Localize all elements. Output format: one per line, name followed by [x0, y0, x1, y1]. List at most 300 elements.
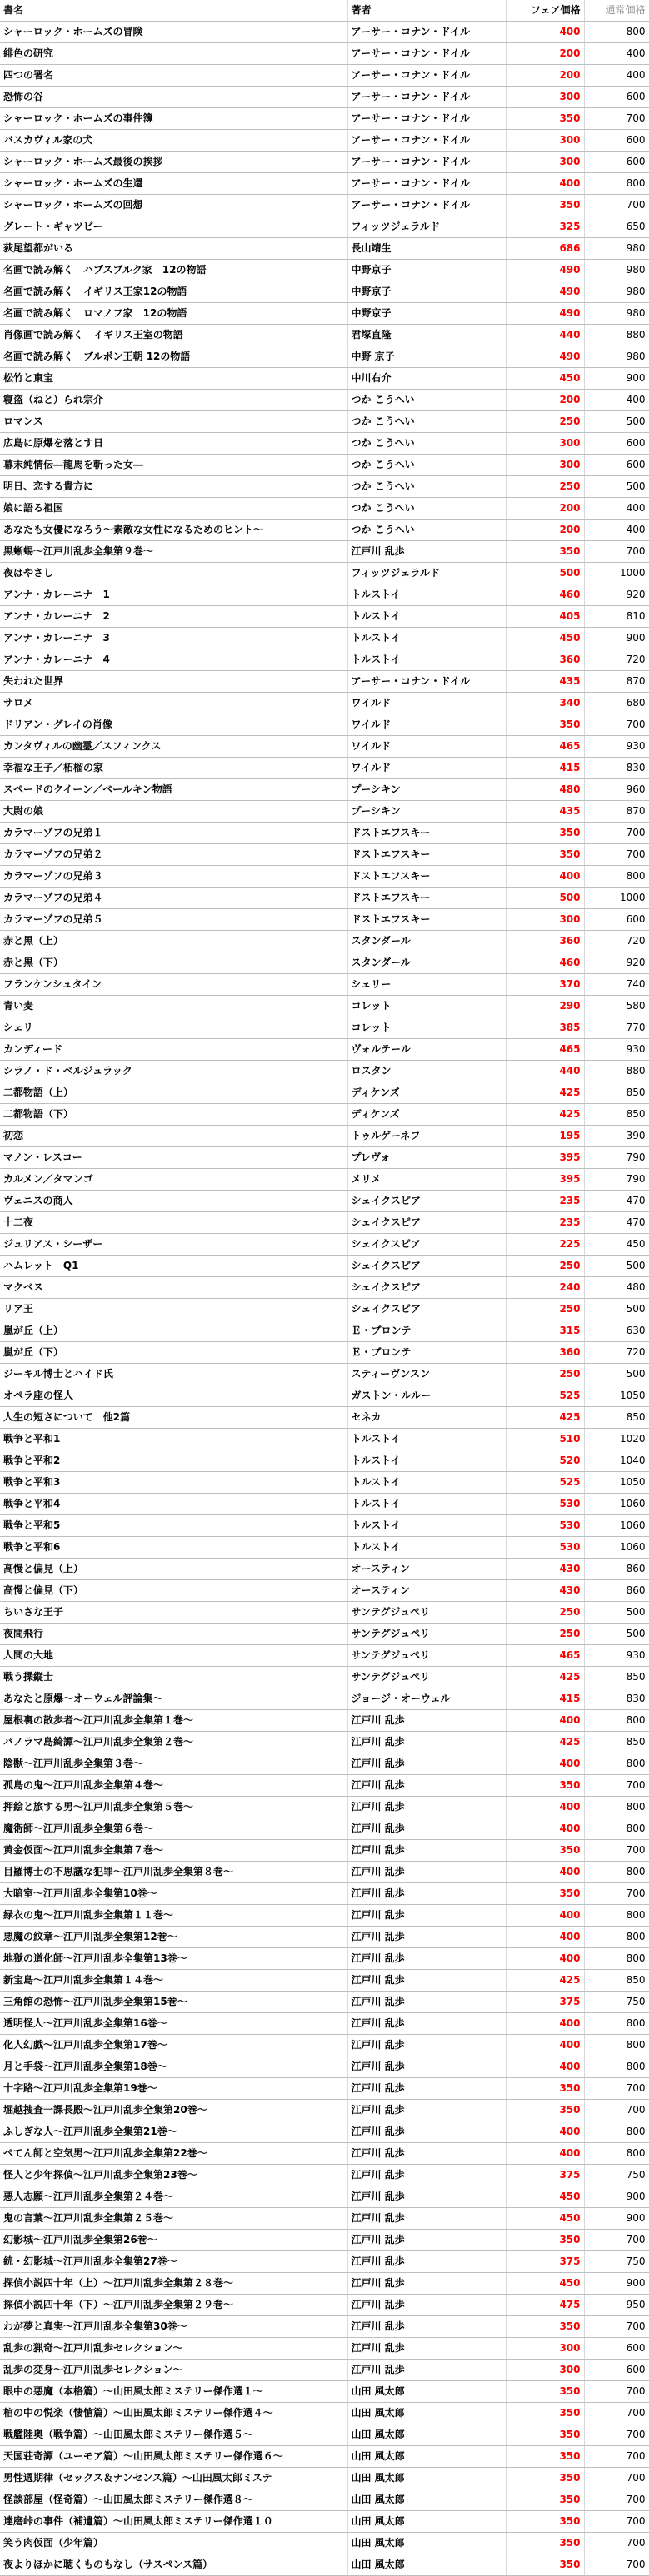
- fair-price: 400: [506, 2013, 584, 2035]
- normal-price: 830: [584, 758, 649, 779]
- normal-price: 1040: [584, 1450, 649, 1472]
- normal-price: 800: [584, 1862, 649, 1883]
- table-row: [0, 1191, 649, 1212]
- table-row: [0, 823, 649, 844]
- book-author: つか こうへい: [347, 433, 506, 455]
- fair-price: 415: [506, 1688, 584, 1710]
- book-author: トルストイ: [347, 1537, 506, 1559]
- normal-price: 700: [584, 1883, 649, 1905]
- table-row: [0, 173, 649, 195]
- table-row: [0, 2533, 649, 2554]
- book-author: サンテグジュペリ: [347, 1624, 506, 1645]
- book-title: 失われた世界: [0, 671, 347, 693]
- normal-price: 870: [584, 671, 649, 693]
- normal-price: 500: [584, 476, 649, 498]
- fair-price: 400: [506, 2143, 584, 2165]
- book-title: バスカヴィル家の犬: [0, 130, 347, 152]
- book-author: 江戸川 乱歩: [347, 1732, 506, 1753]
- fair-price: 425: [506, 1104, 584, 1126]
- book-title: 三角館の恐怖～江戸川乱歩全集第15巻～: [0, 1992, 347, 2013]
- fair-price: 350: [506, 2554, 584, 2576]
- book-title: カラマーゾフの兄弟３: [0, 866, 347, 888]
- book-title: フランケンシュタイン: [0, 974, 347, 996]
- book-author: 山田 風太郎: [347, 2446, 506, 2468]
- book-title: 夜よりほかに聴くものもなし（サスペンス篇）: [0, 2554, 347, 2576]
- table-row: [0, 1342, 649, 1364]
- book-title: スペードのクイーン／ベールキン物語: [0, 779, 347, 801]
- normal-price: 980: [584, 281, 649, 303]
- book-title: オペラ座の怪人: [0, 1385, 347, 1407]
- fair-price: 475: [506, 2295, 584, 2316]
- book-author: 江戸川 乱歩: [347, 2078, 506, 2100]
- fair-price: 200: [506, 520, 584, 541]
- table-row: [0, 65, 649, 87]
- fair-price: 425: [506, 1970, 584, 1992]
- fair-price: 300: [506, 2360, 584, 2381]
- book-title: 十二夜: [0, 1212, 347, 1234]
- book-title: 透明怪人～江戸川乱歩全集第16巻～: [0, 2013, 347, 2035]
- book-author: トゥルゲーネフ: [347, 1126, 506, 1147]
- book-author: 江戸川 乱歩: [347, 1905, 506, 1927]
- normal-price: 700: [584, 2554, 649, 2576]
- table-row: [0, 1299, 649, 1320]
- book-author: つか こうへい: [347, 498, 506, 520]
- normal-price: 500: [584, 1364, 649, 1385]
- header-author: 著者: [347, 0, 506, 22]
- book-author: メリメ: [347, 1169, 506, 1191]
- normal-price: 800: [584, 1948, 649, 1970]
- normal-price: 450: [584, 1234, 649, 1256]
- book-author: ディケンズ: [347, 1082, 506, 1104]
- fair-price: 350: [506, 823, 584, 844]
- book-author: 江戸川 乱歩: [347, 2230, 506, 2251]
- table-row: [0, 1126, 649, 1147]
- book-author: アーサー・コナン・ドイル: [347, 173, 506, 195]
- table-row: [0, 693, 649, 714]
- table-row: [0, 758, 649, 779]
- book-author: ドストエフスキー: [347, 866, 506, 888]
- book-author: フィッツジェラルド: [347, 216, 506, 238]
- fair-price: 250: [506, 1624, 584, 1645]
- fair-price: 350: [506, 2468, 584, 2489]
- normal-price: 700: [584, 2533, 649, 2554]
- normal-price: 850: [584, 1970, 649, 1992]
- normal-price: 980: [584, 238, 649, 260]
- book-title: グレート・ギャツビー: [0, 216, 347, 238]
- table-row: [0, 1862, 649, 1883]
- book-author: オースティン: [347, 1559, 506, 1580]
- book-title: ジーキル博士とハイド氏: [0, 1364, 347, 1385]
- table-row: [0, 541, 649, 563]
- fair-price: 250: [506, 1299, 584, 1320]
- book-author: 山田 風太郎: [347, 2424, 506, 2446]
- header-title: 書名: [0, 0, 347, 22]
- book-author: アーサー・コナン・ドイル: [347, 43, 506, 65]
- book-title: 戦争と平和5: [0, 1515, 347, 1537]
- table-row: [0, 2316, 649, 2338]
- table-row: [0, 952, 649, 974]
- book-author: 江戸川 乱歩: [347, 1753, 506, 1775]
- book-author: 山田 風太郎: [347, 2511, 506, 2533]
- table-row: [0, 216, 649, 238]
- normal-price: 700: [584, 2230, 649, 2251]
- table-row: [0, 2100, 649, 2121]
- normal-price: 700: [584, 2078, 649, 2100]
- table-row: [0, 433, 649, 455]
- normal-price: 580: [584, 996, 649, 1017]
- fair-price: 350: [506, 2533, 584, 2554]
- normal-price: 1060: [584, 1537, 649, 1559]
- book-author: 江戸川 乱歩: [347, 2121, 506, 2143]
- normal-price: 880: [584, 1061, 649, 1082]
- book-author: トルストイ: [347, 649, 506, 671]
- fair-price: 450: [506, 368, 584, 390]
- book-title: 探偵小説四十年（上）～江戸川乱歩全集第２８巻～: [0, 2273, 347, 2295]
- book-title: 大尉の娘: [0, 801, 347, 823]
- book-title: あなたも女優になろう～素敵な女性になるためのヒント～: [0, 520, 347, 541]
- table-row: [0, 931, 649, 952]
- table-row: [0, 2013, 649, 2035]
- fair-price: 400: [506, 2035, 584, 2056]
- book-title: 高慢と偏見（上）: [0, 1559, 347, 1580]
- normal-price: 390: [584, 1126, 649, 1147]
- table-row: [0, 909, 649, 931]
- fair-price: 340: [506, 693, 584, 714]
- book-author: トルストイ: [347, 584, 506, 606]
- table-row: [0, 1234, 649, 1256]
- book-author: 江戸川 乱歩: [347, 2013, 506, 2035]
- normal-price: 720: [584, 931, 649, 952]
- book-author: サンテグジュペリ: [347, 1645, 506, 1667]
- table-row: [0, 1970, 649, 1992]
- book-title: シャーロック・ホームズの生還: [0, 173, 347, 195]
- book-author: ディケンズ: [347, 1104, 506, 1126]
- fair-price: 375: [506, 2165, 584, 2186]
- book-author: 江戸川 乱歩: [347, 2295, 506, 2316]
- table-row: [0, 1256, 649, 1277]
- normal-price: 830: [584, 1688, 649, 1710]
- table-row: [0, 1212, 649, 1234]
- normal-price: 930: [584, 1645, 649, 1667]
- fair-price: 350: [506, 2489, 584, 2511]
- book-title: 笑う肉仮面（少年篇）: [0, 2533, 347, 2554]
- fair-price: 385: [506, 1017, 584, 1039]
- table-row: [0, 2468, 649, 2489]
- fair-price: 290: [506, 996, 584, 1017]
- book-title: ふしぎな人～江戸川乱歩全集第21巻～: [0, 2121, 347, 2143]
- table-row: [0, 152, 649, 173]
- book-title: 天国荘奇譚（ユーモア篇）～山田風太郎ミステリー傑作選６～: [0, 2446, 347, 2468]
- table-row: [0, 1472, 649, 1494]
- fair-price: 400: [506, 1753, 584, 1775]
- book-author: トルストイ: [347, 1429, 506, 1450]
- book-title: 十字路～江戸川乱歩全集第19巻～: [0, 2078, 347, 2100]
- book-title: 夜間飛行: [0, 1624, 347, 1645]
- table-row: [0, 2056, 649, 2078]
- normal-price: 850: [584, 1104, 649, 1126]
- book-title: パノラマ島綺譚～江戸川乱歩全集第２巻～: [0, 1732, 347, 1753]
- fair-price: 235: [506, 1212, 584, 1234]
- fair-price: 430: [506, 1559, 584, 1580]
- book-title: アンナ・カレーニナ 4: [0, 649, 347, 671]
- book-title: 戦争と平和1: [0, 1429, 347, 1450]
- table-row: [0, 1494, 649, 1515]
- book-author: 江戸川 乱歩: [347, 2035, 506, 2056]
- book-author: サンテグジュペリ: [347, 1602, 506, 1624]
- fair-price: 510: [506, 1429, 584, 1450]
- book-title: 名画で読み解く イギリス王家12の物語: [0, 281, 347, 303]
- book-title: 四つの署名: [0, 65, 347, 87]
- table-row: [0, 1039, 649, 1061]
- table-row: [0, 390, 649, 411]
- table-row: [0, 563, 649, 584]
- fair-price: 435: [506, 671, 584, 693]
- fair-price: 450: [506, 2208, 584, 2230]
- fair-price: 460: [506, 952, 584, 974]
- fair-price: 425: [506, 1732, 584, 1753]
- fair-price: 350: [506, 1840, 584, 1862]
- normal-price: 600: [584, 455, 649, 476]
- table-row: [0, 43, 649, 65]
- table-row: [0, 888, 649, 909]
- book-author: 江戸川 乱歩: [347, 2165, 506, 2186]
- book-author: アーサー・コナン・ドイル: [347, 22, 506, 43]
- book-title: 男性週期律（セックス＆ナンセンス篇）～山田風太郎ミステ: [0, 2468, 347, 2489]
- normal-price: 700: [584, 844, 649, 866]
- book-title: アンナ・カレーニナ 1: [0, 584, 347, 606]
- normal-price: 900: [584, 2273, 649, 2295]
- book-title: 月と手袋～江戸川乱歩全集第18巻～: [0, 2056, 347, 2078]
- table-row: [0, 2186, 649, 2208]
- table-row: [0, 195, 649, 216]
- book-title: 赤と黒（上）: [0, 931, 347, 952]
- fair-price: 200: [506, 43, 584, 65]
- book-author: 中川右介: [347, 368, 506, 390]
- book-title: 寝盗（ねと）られ宗介: [0, 390, 347, 411]
- normal-price: 800: [584, 2143, 649, 2165]
- normal-price: 880: [584, 325, 649, 346]
- fair-price: 200: [506, 65, 584, 87]
- book-title: 名画で読み解く ハプスブルク家 12の物語: [0, 260, 347, 281]
- normal-price: 1050: [584, 1385, 649, 1407]
- fair-price: 250: [506, 476, 584, 498]
- book-author: 江戸川 乱歩: [347, 1970, 506, 1992]
- normal-price: 1000: [584, 563, 649, 584]
- fair-price: 235: [506, 1191, 584, 1212]
- book-author: トルストイ: [347, 1515, 506, 1537]
- normal-price: 870: [584, 801, 649, 823]
- table-row: [0, 2078, 649, 2100]
- book-author: アーサー・コナン・ドイル: [347, 108, 506, 130]
- book-title: 戦争と平和3: [0, 1472, 347, 1494]
- book-author: 山田 風太郎: [347, 2489, 506, 2511]
- book-author: つか こうへい: [347, 411, 506, 433]
- table-row: [0, 2273, 649, 2295]
- book-title: 嵐が丘（下）: [0, 1342, 347, 1364]
- normal-price: 700: [584, 108, 649, 130]
- book-title: 大暗室～江戸川乱歩全集第10巻～: [0, 1883, 347, 1905]
- fair-price: 435: [506, 801, 584, 823]
- table-row: [0, 1905, 649, 1927]
- normal-price: 720: [584, 649, 649, 671]
- fair-price: 350: [506, 1883, 584, 1905]
- table-row: [0, 1840, 649, 1862]
- table-row: [0, 844, 649, 866]
- fair-price: 360: [506, 1342, 584, 1364]
- book-title: 達磨峠の事件（補遺篇）～山田風太郎ミステリー傑作選１０: [0, 2511, 347, 2533]
- book-author: 中野京子: [347, 260, 506, 281]
- fair-price: 200: [506, 390, 584, 411]
- fair-price: 350: [506, 714, 584, 736]
- fair-price: 350: [506, 844, 584, 866]
- book-title: 陰獣～江戸川乱歩全集第３巻～: [0, 1753, 347, 1775]
- book-author: 江戸川 乱歩: [347, 2208, 506, 2230]
- normal-price: 980: [584, 346, 649, 368]
- normal-price: 800: [584, 1753, 649, 1775]
- fair-price: 225: [506, 1234, 584, 1256]
- book-author: プレヴォ: [347, 1147, 506, 1169]
- book-author: 江戸川 乱歩: [347, 1818, 506, 1840]
- book-title: 赤と黒（下）: [0, 952, 347, 974]
- table-row: [0, 325, 649, 346]
- normal-price: 1000: [584, 888, 649, 909]
- fair-price: 395: [506, 1169, 584, 1191]
- book-title: 地獄の道化師～江戸川乱歩全集第13巻～: [0, 1948, 347, 1970]
- normal-price: 700: [584, 2468, 649, 2489]
- book-title: マノン・レスコー: [0, 1147, 347, 1169]
- normal-price: 850: [584, 1732, 649, 1753]
- fair-price: 686: [506, 238, 584, 260]
- book-title: 悪人志願～江戸川乱歩全集第２４巻～: [0, 2186, 347, 2208]
- normal-price: 790: [584, 1169, 649, 1191]
- normal-price: 800: [584, 866, 649, 888]
- normal-price: 1050: [584, 1472, 649, 1494]
- book-title: カラマーゾフの兄弟５: [0, 909, 347, 931]
- table-row: [0, 2511, 649, 2533]
- book-author: シェイクスピア: [347, 1191, 506, 1212]
- fair-price: 350: [506, 2316, 584, 2338]
- table-row: [0, 2489, 649, 2511]
- book-author: 江戸川 乱歩: [347, 2186, 506, 2208]
- table-row: [0, 520, 649, 541]
- table-row: [0, 238, 649, 260]
- book-author: ロスタン: [347, 1061, 506, 1082]
- fair-price: 375: [506, 2251, 584, 2273]
- table-row: [0, 455, 649, 476]
- table-body: [0, 22, 649, 2576]
- book-title: 堀越捜査一課長殿～江戸川乱歩全集第20巻～: [0, 2100, 347, 2121]
- normal-price: 750: [584, 1992, 649, 2013]
- fair-price: 300: [506, 455, 584, 476]
- normal-price: 500: [584, 1602, 649, 1624]
- table-row: [0, 801, 649, 823]
- normal-price: 500: [584, 1256, 649, 1277]
- normal-price: 930: [584, 1039, 649, 1061]
- fair-price: 440: [506, 325, 584, 346]
- table-row: [0, 476, 649, 498]
- book-title: 黄金仮面～江戸川乱歩全集第７巻～: [0, 1840, 347, 1862]
- header-row: [0, 0, 649, 22]
- table-row: [0, 1364, 649, 1385]
- normal-price: 400: [584, 390, 649, 411]
- book-author: ヴォルテール: [347, 1039, 506, 1061]
- fair-price: 520: [506, 1450, 584, 1472]
- normal-price: 800: [584, 2056, 649, 2078]
- book-author: アーサー・コナン・ドイル: [347, 195, 506, 216]
- table-row: [0, 2381, 649, 2403]
- book-author: 山田 風太郎: [347, 2381, 506, 2403]
- fair-price: 375: [506, 1992, 584, 2013]
- table-row: [0, 1082, 649, 1104]
- table-row: [0, 1277, 649, 1299]
- book-title: 棺の中の悦楽（悽愴篇）～山田風太郎ミステリー傑作選４～: [0, 2403, 347, 2424]
- book-author: 山田 風太郎: [347, 2403, 506, 2424]
- book-title: 明日、恋する貴方に: [0, 476, 347, 498]
- book-title: カラマーゾフの兄弟２: [0, 844, 347, 866]
- book-title: 緑衣の鬼～江戸川乱歩全集第１１巻～: [0, 1905, 347, 1927]
- table-row: [0, 1753, 649, 1775]
- book-title: シャーロック・ホームズの冒険: [0, 22, 347, 43]
- fair-price: 490: [506, 281, 584, 303]
- normal-price: 930: [584, 736, 649, 758]
- book-title: 乱歩の猟奇～江戸川乱歩セレクション～: [0, 2338, 347, 2360]
- book-title: ジュリアス・シーザー: [0, 1234, 347, 1256]
- book-title: ハムレット Q1: [0, 1256, 347, 1277]
- book-author: 江戸川 乱歩: [347, 1992, 506, 2013]
- book-title: 目羅博士の不思議な犯罪～江戸川乱歩全集第８巻～: [0, 1862, 347, 1883]
- book-title: ちいさな王子: [0, 1602, 347, 1624]
- normal-price: 700: [584, 2489, 649, 2511]
- normal-price: 800: [584, 22, 649, 43]
- book-title: シラノ・ド・ベルジュラック: [0, 1061, 347, 1082]
- table-row: [0, 346, 649, 368]
- fair-price: 460: [506, 584, 584, 606]
- fair-price: 300: [506, 2338, 584, 2360]
- table-row: [0, 87, 649, 108]
- fair-price: 400: [506, 22, 584, 43]
- fair-price: 525: [506, 1472, 584, 1494]
- book-author: 江戸川 乱歩: [347, 2273, 506, 2295]
- table-row: [0, 260, 649, 281]
- table-row: [0, 2424, 649, 2446]
- book-title: 戦艦陸奥（戦争篇）～山田風太郎ミステリー傑作選５～: [0, 2424, 347, 2446]
- book-author: アーサー・コナン・ドイル: [347, 65, 506, 87]
- normal-price: 600: [584, 909, 649, 931]
- fair-price: 480: [506, 779, 584, 801]
- table-row: [0, 1775, 649, 1797]
- table-row: [0, 1320, 649, 1342]
- table-row: [0, 281, 649, 303]
- fair-price: 300: [506, 152, 584, 173]
- book-author: シェイクスピア: [347, 1277, 506, 1299]
- book-title: 怪人と少年探偵～江戸川乱歩全集第23巻～: [0, 2165, 347, 2186]
- book-author: 江戸川 乱歩: [347, 2338, 506, 2360]
- fair-price: 450: [506, 2273, 584, 2295]
- fair-price: 350: [506, 2403, 584, 2424]
- book-author: 中野京子: [347, 281, 506, 303]
- normal-price: 850: [584, 1407, 649, 1429]
- book-author: フィッツジェラルド: [347, 563, 506, 584]
- normal-price: 800: [584, 2121, 649, 2143]
- book-author: ワイルド: [347, 736, 506, 758]
- fair-price: 350: [506, 2078, 584, 2100]
- normal-price: 810: [584, 606, 649, 628]
- book-author: Ｅ・ブロンテ: [347, 1320, 506, 1342]
- book-author: スタンダール: [347, 952, 506, 974]
- book-author: 江戸川 乱歩: [347, 2143, 506, 2165]
- normal-price: 700: [584, 823, 649, 844]
- book-title: 松竹と東宝: [0, 368, 347, 390]
